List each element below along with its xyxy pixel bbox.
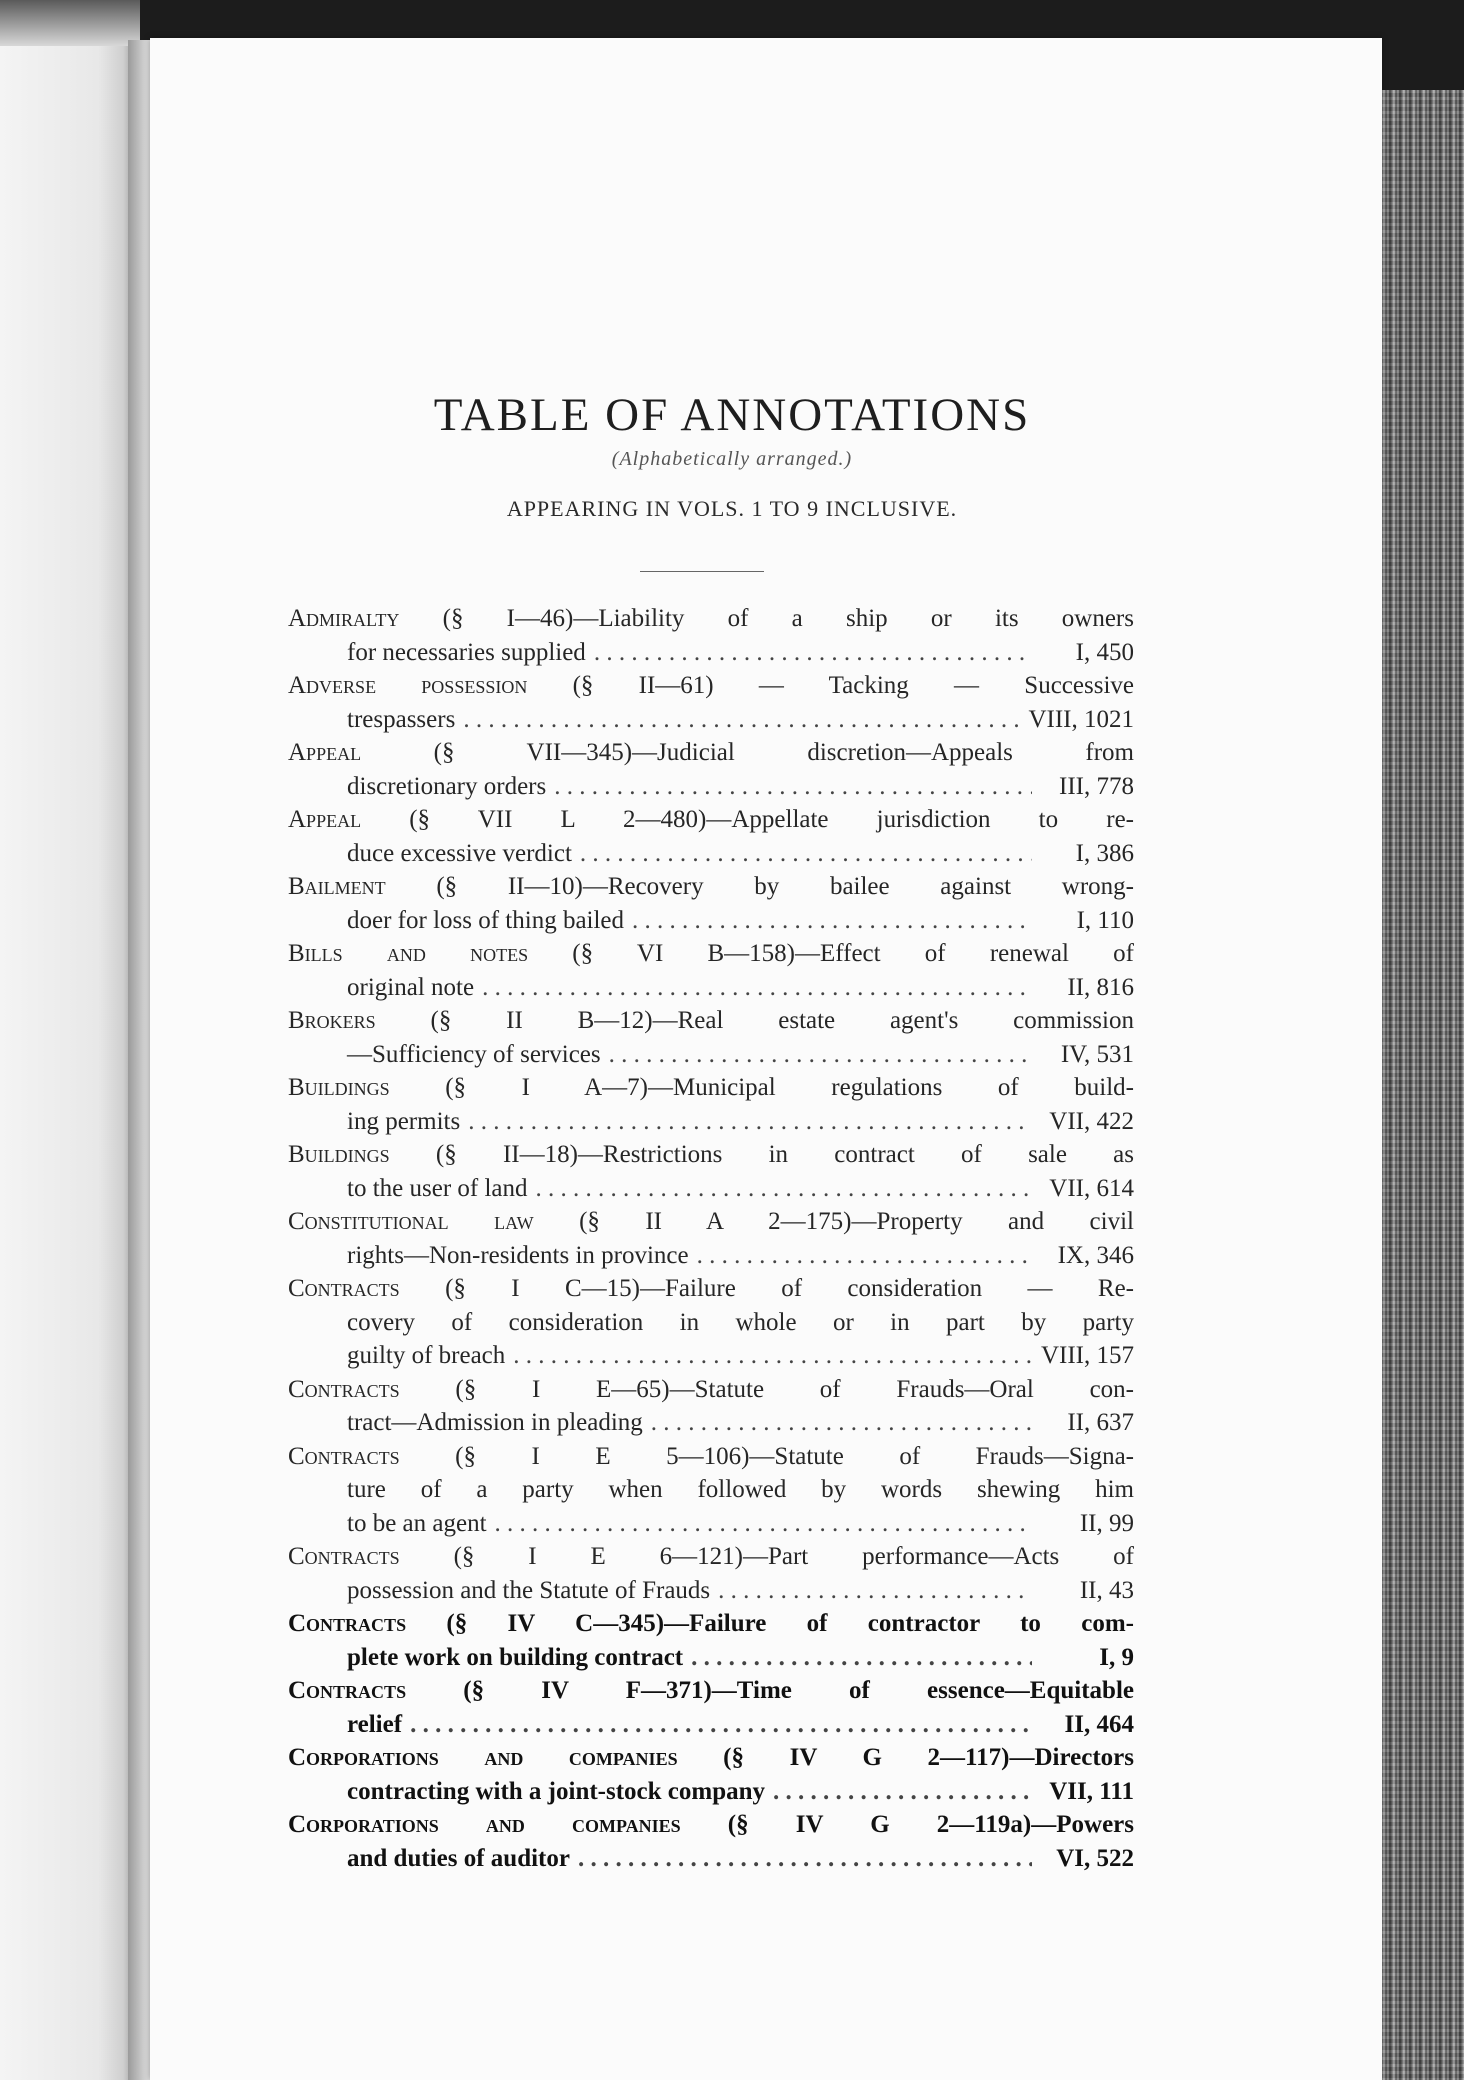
entry-section: (§ II—18)—Restrictions in contract of sale as xyxy=(389,1141,1134,1168)
entry-section: (§ I E 5—106)—Statute of Frauds—Signa- xyxy=(399,1442,1134,1470)
entry-heading-line xyxy=(288,1004,1134,1038)
annotation-entry xyxy=(288,937,1134,1004)
entry-topic: Bills and notes xyxy=(288,940,529,967)
annotation-entry xyxy=(288,1808,1134,1875)
entry-topic: Constitutional law xyxy=(288,1208,534,1235)
entry-continuation-line: covery of consideration in whole or in part by party xyxy=(347,1308,1134,1336)
entry-final-text: rights—Non-residents in province xyxy=(347,1241,689,1269)
divider-rule xyxy=(640,571,764,572)
annotation-entry xyxy=(288,669,1134,736)
entry-heading-line xyxy=(288,1808,1134,1842)
annotation-entry xyxy=(288,1440,1134,1541)
entry-heading-line xyxy=(288,1138,1134,1172)
annotation-entry xyxy=(288,736,1134,803)
volume-page-reference: I, 110 xyxy=(1076,906,1134,934)
entry-final-line xyxy=(288,1641,1134,1675)
entry-topic: Buildings xyxy=(288,1074,390,1101)
dot-leader xyxy=(513,1339,1032,1373)
annotation-entry xyxy=(288,1205,1134,1272)
entry-final-line xyxy=(288,703,1134,737)
entry-final-text: to the user of land xyxy=(347,1174,528,1202)
entry-final-text: to be an agent xyxy=(347,1509,487,1537)
entry-heading-line xyxy=(288,1071,1134,1105)
entry-section: (§ VI B—158)—Effect of renewal of xyxy=(528,940,1134,967)
page-title: TABLE OF ANNOTATIONS xyxy=(433,389,1031,441)
dot-leader xyxy=(718,1574,1032,1608)
annotation-entry xyxy=(288,1607,1134,1674)
dot-leader xyxy=(594,636,1032,670)
volume-page-reference: II, 99 xyxy=(1079,1509,1134,1537)
entry-final-text: doer for loss of thing bailed xyxy=(347,906,625,934)
dot-leader xyxy=(632,904,1032,938)
entry-final-text: trespassers xyxy=(347,705,456,733)
dot-leader xyxy=(773,1775,1032,1809)
entry-final-line xyxy=(288,1708,1134,1742)
entry-section: (§ I E 6—121)—Part performance—Acts of xyxy=(399,1543,1134,1570)
entry-final-line xyxy=(288,1574,1134,1608)
entry-topic: Contracts xyxy=(288,1610,407,1637)
entry-final-text: discretionary orders xyxy=(347,772,547,800)
dot-leader xyxy=(580,837,1032,871)
entry-heading-line xyxy=(288,1205,1134,1239)
entry-heading-line xyxy=(288,1741,1134,1775)
dot-leader xyxy=(554,770,1032,804)
entry-final-text: plete work on building contract xyxy=(347,1643,684,1671)
entry-final-line xyxy=(288,837,1134,871)
volume-page-reference: VIII, 157 xyxy=(1040,1342,1134,1369)
entry-section: (§ IV F—371)—Time of essence—Equitable xyxy=(406,1677,1134,1704)
volume-page-reference: II, 637 xyxy=(1067,1409,1134,1436)
entry-topic: Appeal xyxy=(288,739,362,766)
entry-final-text: possession and the Statute of Frauds xyxy=(347,1576,711,1604)
entry-heading-line xyxy=(288,937,1134,971)
entry-section: (§ II—61) — Tacking — Successive xyxy=(527,672,1134,699)
entry-heading-line xyxy=(288,736,1134,770)
annotation-entry xyxy=(288,1138,1134,1205)
entry-section: (§ VII—345)—Judicial discretion—Appeals from xyxy=(361,739,1134,766)
volume-page-reference: VII, 422 xyxy=(1049,1107,1134,1135)
entry-heading-line xyxy=(288,870,1134,904)
entry-final-line xyxy=(288,1775,1134,1809)
dot-leader xyxy=(536,1172,1032,1206)
dot-leader xyxy=(468,1105,1032,1139)
entry-heading-line xyxy=(288,1440,1134,1474)
entry-section: (§ IV C—345)—Failure of contractor to com- xyxy=(406,1610,1134,1637)
dot-leader xyxy=(609,1038,1032,1072)
entry-final-text: for necessaries supplied xyxy=(347,638,586,666)
dot-leader xyxy=(651,1406,1032,1440)
entry-final-text: guilty of breach xyxy=(347,1342,506,1369)
entry-topic: Appeal xyxy=(288,806,362,833)
dot-leader xyxy=(697,1239,1032,1273)
entry-topic: Corporations and companies xyxy=(288,1744,678,1771)
entry-heading-line xyxy=(288,602,1134,636)
annotation-entry xyxy=(288,1373,1134,1440)
entry-section: (§ II—10)—Recovery by bailee against wrong- xyxy=(385,873,1134,900)
entry-section: (§ I A—7)—Municipal regulations of build- xyxy=(389,1074,1134,1101)
volume-page-reference: VIII, 1021 xyxy=(1028,705,1134,733)
entry-topic: Contracts xyxy=(288,1677,407,1704)
entry-continuation-line: ture of a party when followed by words shewing him xyxy=(347,1476,1134,1503)
entry-heading-line xyxy=(288,1674,1134,1708)
entry-section: (§ IV G 2—119a)—Powers xyxy=(680,1811,1134,1838)
dot-leader xyxy=(410,1708,1032,1742)
entry-heading-line xyxy=(288,803,1134,837)
entry-final-text: duce excessive verdict xyxy=(347,839,572,867)
entry-final-line xyxy=(288,1339,1134,1373)
entry-topic: Admiralty xyxy=(288,605,400,632)
annotation-entry xyxy=(288,1540,1134,1607)
annotation-entry xyxy=(288,1004,1134,1071)
dot-leader xyxy=(463,703,1022,737)
entry-final-line xyxy=(288,1239,1134,1273)
volume-page-reference: VI, 522 xyxy=(1056,1844,1134,1872)
entry-final-text: original note xyxy=(347,973,475,1001)
entry-final-line xyxy=(288,1842,1134,1876)
dot-leader xyxy=(495,1507,1032,1541)
entry-final-text: —Sufficiency of services xyxy=(347,1040,601,1068)
entry-heading-line xyxy=(288,1540,1134,1574)
entry-final-text: and duties of auditor xyxy=(347,1844,570,1872)
volume-page-reference: VII, 614 xyxy=(1049,1174,1134,1202)
entry-section: (§ VII L 2—480)—Appellate jurisdiction to re- xyxy=(361,806,1134,833)
volume-page-reference: I, 9 xyxy=(1099,1643,1134,1671)
dot-leader xyxy=(691,1641,1032,1675)
entry-section: (§ II B—12)—Real estate agent's commission xyxy=(375,1007,1134,1034)
annotation-entry xyxy=(288,1674,1134,1741)
page-stack-edge xyxy=(1380,90,1464,2080)
entry-section: (§ II A 2—175)—Property and civil xyxy=(533,1208,1134,1235)
entry-topic: Contracts xyxy=(288,1442,400,1470)
entry-final-line xyxy=(288,1172,1134,1206)
annotation-entry xyxy=(288,1272,1134,1373)
volume-page-reference: VII, 111 xyxy=(1049,1777,1134,1805)
dot-leader xyxy=(482,971,1032,1005)
entry-topic: Brokers xyxy=(288,1007,376,1034)
entry-final-line xyxy=(288,1507,1134,1541)
entry-heading-line xyxy=(288,1373,1134,1407)
entry-section: (§ I—46)—Liability of a ship or its owners xyxy=(399,605,1134,632)
entry-final-line xyxy=(288,770,1134,804)
entry-final-text: relief xyxy=(347,1710,403,1738)
entry-section: (§ I C—15)—Failure of consideration — Re- xyxy=(399,1275,1134,1302)
entry-topic: Contracts xyxy=(288,1275,400,1302)
entry-topic: Bailment xyxy=(288,873,386,900)
volume-page-reference: I, 450 xyxy=(1075,638,1134,666)
annotation-list xyxy=(288,602,1134,1875)
volume-page-reference: IV, 531 xyxy=(1060,1040,1134,1068)
entry-topic: Adverse possession xyxy=(288,672,528,699)
entry-final-line xyxy=(288,971,1134,1005)
entry-final-line xyxy=(288,1038,1134,1072)
annotation-entry xyxy=(288,1741,1134,1808)
dot-leader xyxy=(578,1842,1032,1876)
volume-page-reference: II, 43 xyxy=(1079,1576,1134,1604)
facing-page-edge xyxy=(0,0,140,2080)
annotation-entry xyxy=(288,870,1134,937)
annotation-entry xyxy=(288,803,1134,870)
entry-heading-line xyxy=(288,1607,1134,1641)
annotation-entry xyxy=(288,602,1134,669)
volume-page-reference: III, 778 xyxy=(1059,772,1134,800)
entry-final-text: contracting with a joint-stock company xyxy=(347,1777,766,1805)
entry-final-text: tract—Admission in pleading xyxy=(347,1409,643,1436)
entry-final-line xyxy=(288,1105,1134,1139)
entry-section: (§ I E—65)—Statute of Frauds—Oral con- xyxy=(399,1375,1134,1403)
volume-page-reference: I, 386 xyxy=(1075,839,1134,867)
entry-topic: Contracts xyxy=(288,1375,400,1403)
annotation-entry xyxy=(288,1071,1134,1138)
page-subtitle: (Alphabetically arranged.) xyxy=(611,448,853,470)
entry-final-line xyxy=(288,1406,1134,1440)
entry-section: (§ IV G 2—117)—Directors xyxy=(677,1744,1134,1771)
scan-background xyxy=(1380,0,1464,92)
entry-final-text: ing permits xyxy=(347,1107,461,1135)
entry-topic: Buildings xyxy=(288,1141,390,1168)
entry-topic: Corporations and companies xyxy=(288,1811,681,1838)
volume-page-reference: IX, 346 xyxy=(1057,1241,1134,1269)
entry-heading-line xyxy=(288,669,1134,703)
entry-final-line xyxy=(288,636,1134,670)
volumes-note: APPEARING IN VOLS. 1 TO 9 INCLUSIVE. xyxy=(506,496,958,521)
entry-heading-line xyxy=(288,1272,1134,1306)
volume-page-reference: II, 816 xyxy=(1067,973,1134,1001)
entry-final-line xyxy=(288,904,1134,938)
entry-topic: Contracts xyxy=(288,1543,400,1570)
volume-page-reference: II, 464 xyxy=(1064,1710,1134,1738)
